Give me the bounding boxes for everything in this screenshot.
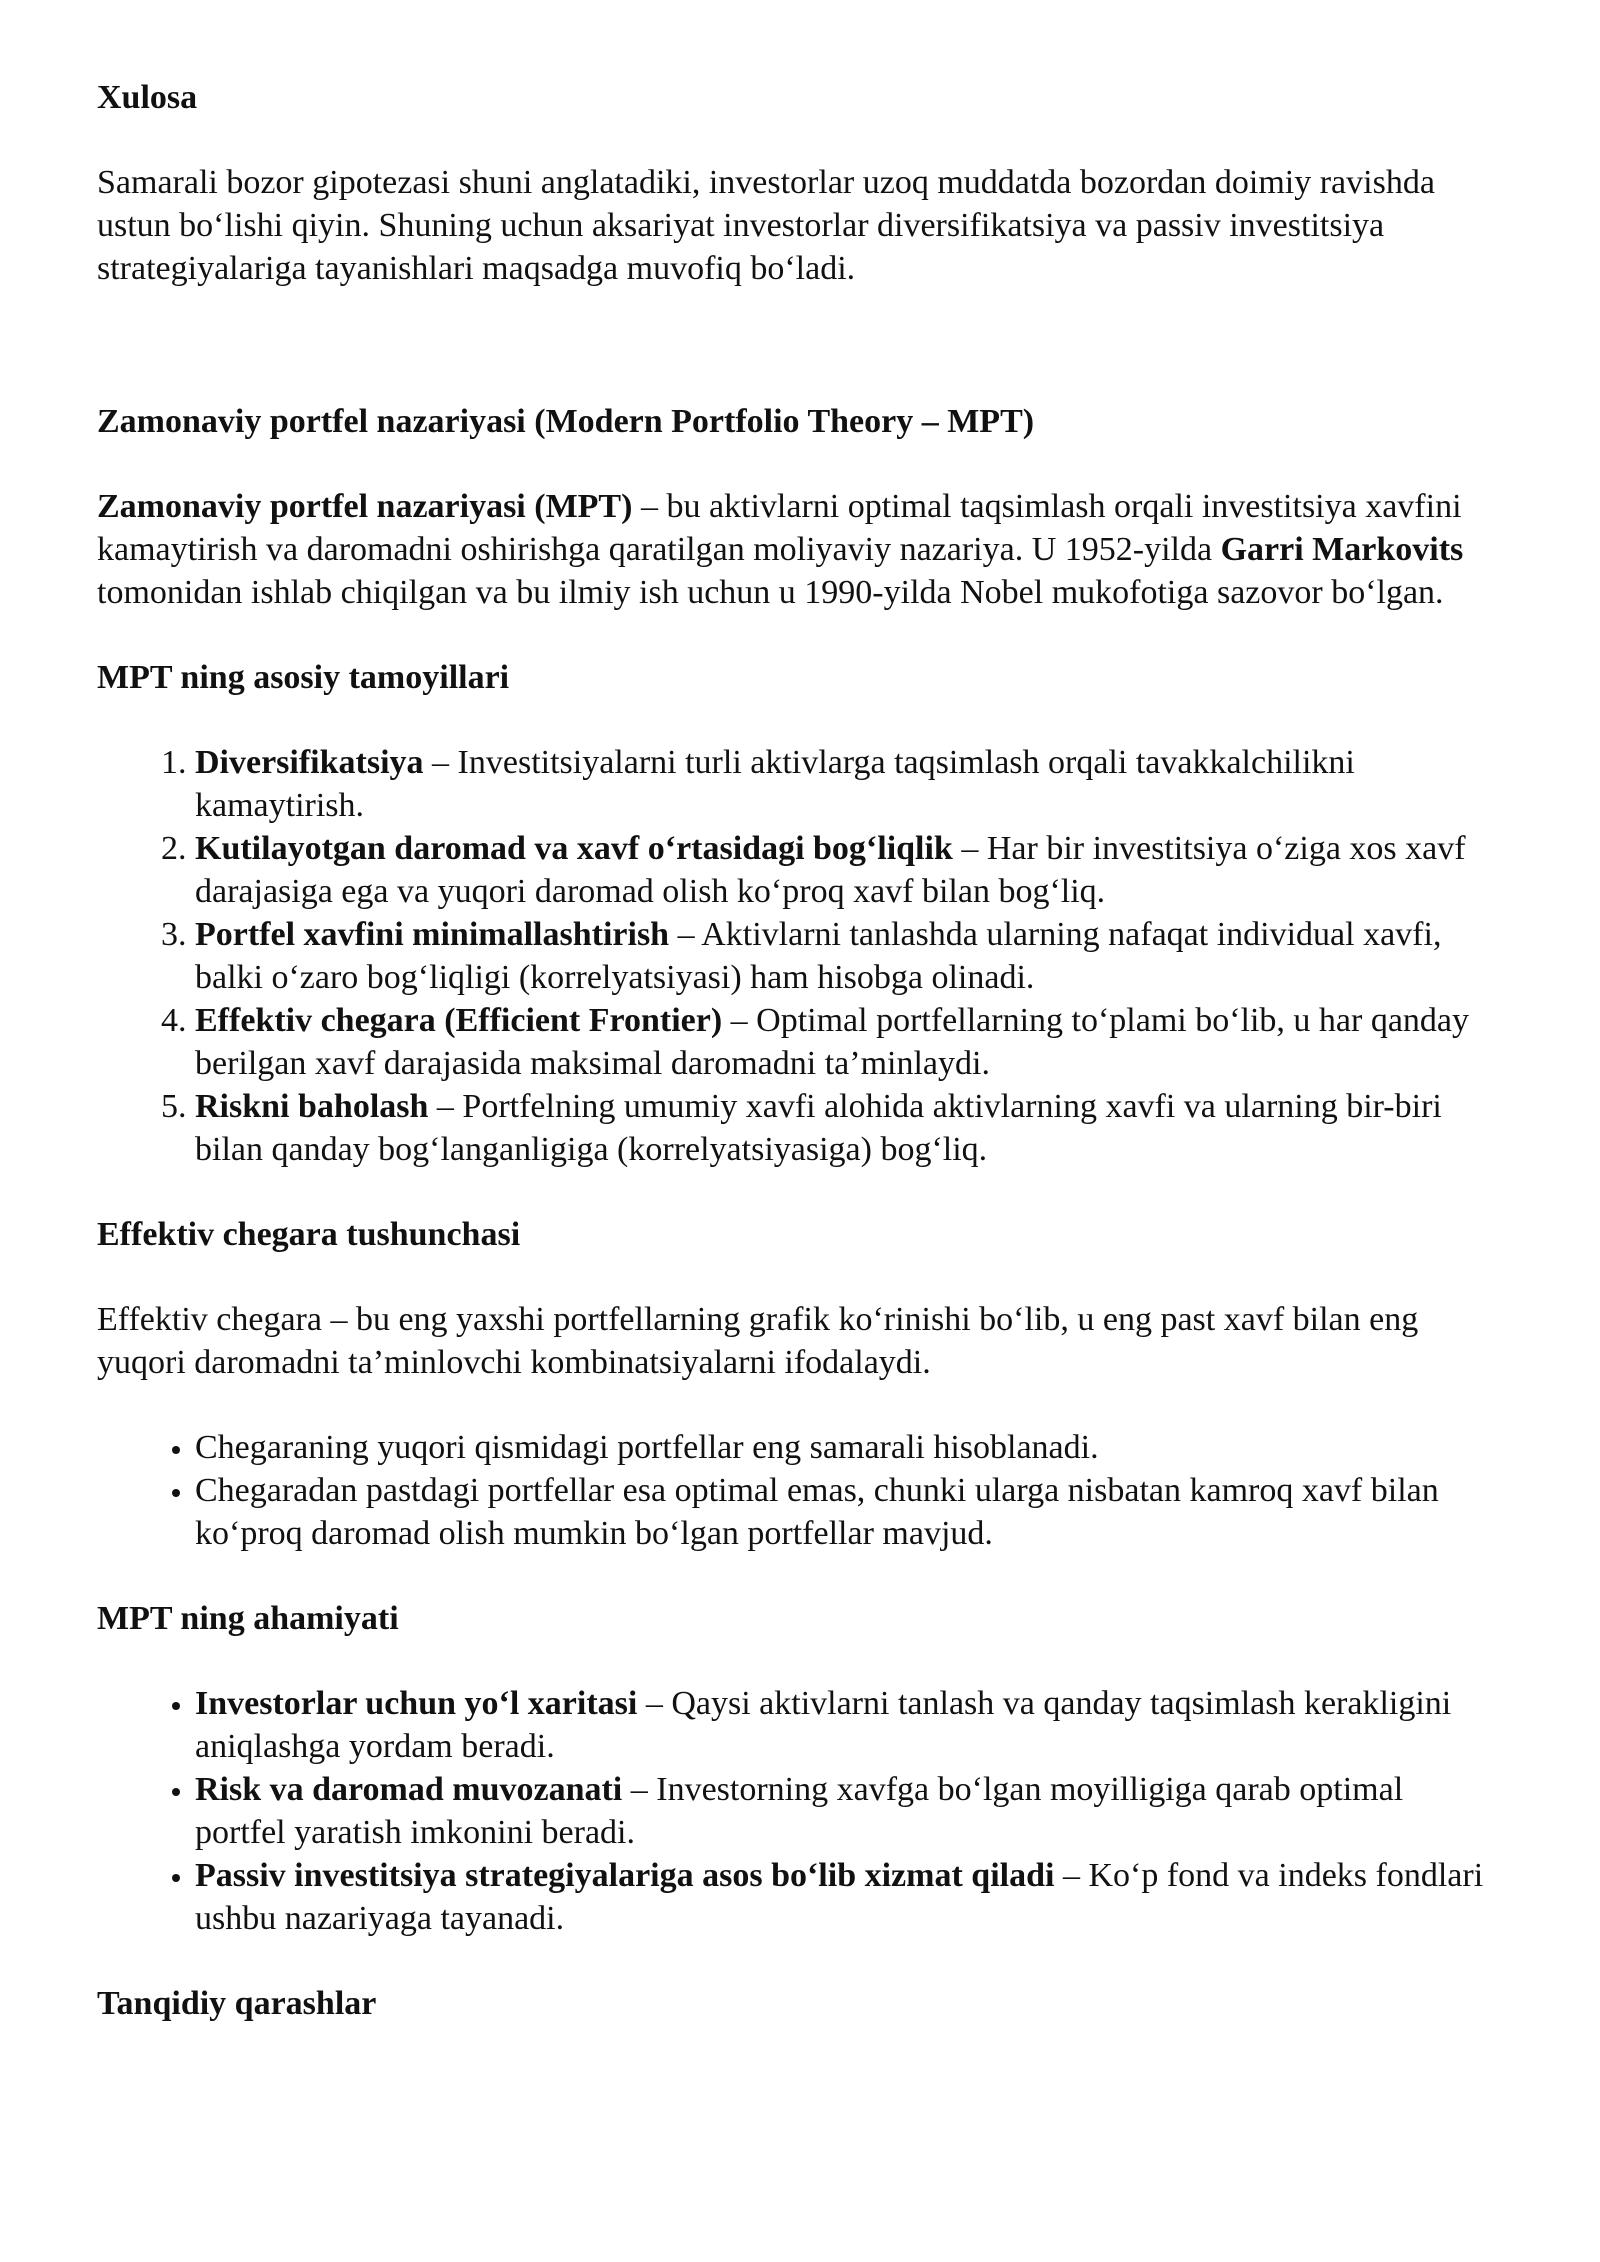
criticism-heading: Tanqidiy qarashlar <box>97 1985 377 2022</box>
list-item <box>195 827 1490 913</box>
bullet-item <box>195 1682 1490 1768</box>
mpt-intro-text-2: tomonidan ishlab chiqilgan va bu ilmiy ish uchun u 1990-yilda Nobel mukofotiga sazovor bo‘lgan. <box>97 574 1444 611</box>
bullet-item-term: Investorlar uchun yo‘l xaritasi <box>195 1685 638 1722</box>
xulosa-paragraph: Samarali bozor gipotezasi shuni anglatadiki, investorlar uzoq muddatda bozordan doimiy ravishda ustun bo‘lishi qiyin. Shuning uchun aksariyat investorlar diversifikatsiya va passiv investitsiya strategiyalariga tayanishlari maqsadga muvofiq bo‘ladi. <box>97 164 1435 287</box>
list-item-desc: – Aktivlarni tanlashda ularning nafaqat individual xavfi, balki o‘zaro bog‘liqligi (korrelyatsiyasi) ham hisobga olinadi. <box>195 916 1442 996</box>
list-item <box>195 999 1490 1085</box>
mpt-intro-text-1: – bu aktivlarni optimal taqsimlash orqali investitsiya xavfini kamaytirish va daromadni oshirishga qaratilgan moliyaviy nazariya. U 1952-yilda <box>97 488 1462 568</box>
bullet-item: • Chegaraning yuqori qismidagi portfellar eng samarali hisoblanadi. <box>195 1426 1490 1469</box>
principles-heading: MPT ning asosiy tamoyillari <box>97 659 510 696</box>
bullet-item-term: Passiv investitsiya strategiyalariga asos bo‘lib xizmat qiladi <box>195 1857 1055 1894</box>
bullet-item-desc: – Ko‘p fond va indeks fondlari ushbu nazariyaga tayanadi. <box>195 1857 1484 1937</box>
bullet-item-desc: – Qaysi aktivlarni tanlash va qanday taqsimlash kerakligini aniqlashga yordam beradi. <box>195 1685 1452 1765</box>
mpt-intro-author: Garri Markovits <box>1220 531 1464 568</box>
xulosa-heading: Xulosa <box>97 79 198 116</box>
bullet-item: • Chegaradan pastdagi portfellar esa optimal emas, chunki ularga nisbatan kamroq xavf bilan ko‘proq daromad olish mumkin bo‘lgan portfellar mavjud. <box>195 1469 1490 1555</box>
frontier-heading: Effektiv chegara tushunchasi <box>97 1216 521 1253</box>
list-item-desc: – Investitsiyalarni turli aktivlarga taqsimlash orqali tavakkalchilikni kamaytirish. <box>195 744 1355 824</box>
bullet-item <box>195 1768 1490 1854</box>
principles-list <box>97 741 1490 1171</box>
list-item-term: Effektiv chegara (Efficient Frontier) <box>195 1002 723 1039</box>
list-item <box>195 1085 1490 1171</box>
importance-bullet-list <box>97 1682 1490 1940</box>
list-item-desc: – Optimal portfellarning to‘plami bo‘lib, u har qanday berilgan xavf darajasida maksimal daromadni ta’minlaydi. <box>195 1002 1470 1082</box>
mpt-heading: Zamonaviy portfel nazariyasi (Modern Portfolio Theory – MPT) <box>97 403 1035 440</box>
bullet-item-term: Risk va daromad muvozanati <box>195 1771 623 1808</box>
list-item-term: Kutilayotgan daromad va xavf o‘rtasidagi bog‘liqlik <box>195 830 953 867</box>
list-item-desc: – Portfelning umumiy xavfi alohida aktivlarning xavfi va ularning bir-biri bilan qanday bog‘langanligiga (korrelyatsiyasiga) bog‘liq. <box>195 1088 1442 1168</box>
mpt-intro-paragraph <box>97 485 1490 614</box>
list-item-term: Diversifikatsiya <box>195 744 424 781</box>
list-item-term: Riskni baholash <box>195 1088 429 1125</box>
list-item <box>195 913 1490 999</box>
frontier-paragraph: Effektiv chegara – bu eng yaxshi portfellarning grafik ko‘rinishi bo‘lib, u eng past xavf bilan eng yuqori daromadni ta’minlovchi kombinatsiyalarni ifodalaydi. <box>97 1301 1419 1381</box>
list-item-desc: – Har bir investitsiya o‘ziga xos xavf darajasiga ega va yuqori daromad olish ko‘proq xavf bilan bog‘liq. <box>195 830 1466 910</box>
list-item-term: Portfel xavfini minimallashtirish <box>195 916 670 953</box>
frontier-bullet-list <box>97 1426 1490 1555</box>
bullet-item-desc: – Investorning xavfga bo‘lgan moyilligiga qarab optimal portfel yaratish imkonini beradi. <box>195 1771 1404 1851</box>
importance-heading: MPT ning ahamiyati <box>97 1600 399 1637</box>
bullet-item <box>195 1854 1490 1940</box>
list-item <box>195 741 1490 827</box>
mpt-intro-term: Zamonaviy portfel nazariyasi (MPT) <box>97 488 633 525</box>
